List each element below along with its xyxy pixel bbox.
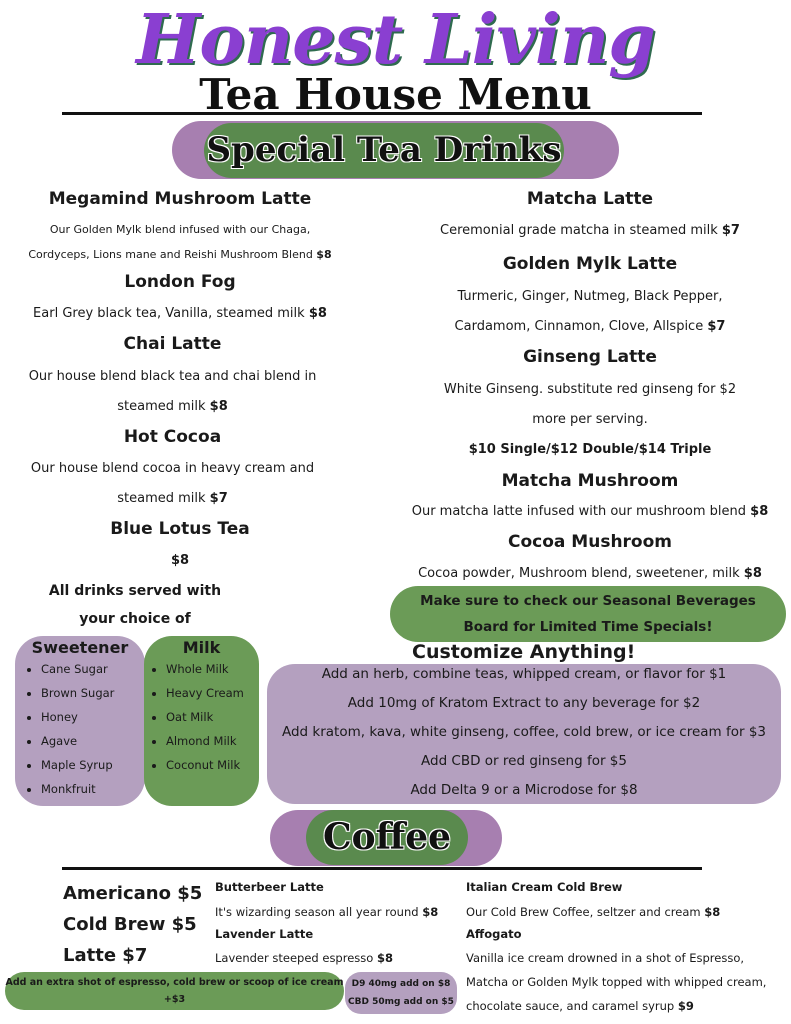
extra-shot-box	[5, 972, 344, 1010]
drink-name: London Fog	[124, 272, 236, 292]
special-section-title: Special Tea Drinks	[204, 123, 564, 178]
coffee-rule	[62, 867, 702, 870]
drink-name: Golden Mylk Latte	[502, 254, 678, 274]
drink-name: Blue Lotus Tea	[110, 519, 250, 539]
drink-desc: Our Golden Mylk blend infused with our Chaga,	[49, 223, 311, 236]
drink-desc: Cardamom, Cinnamon, Clove, Allspice $7	[454, 319, 726, 334]
list-item: • Coconut Milk	[166, 753, 259, 777]
list-item: • Oat Milk	[166, 705, 259, 729]
drink-desc: more per serving.	[532, 412, 648, 427]
extra-shot-price: +$3	[163, 994, 186, 1005]
coffee-item: Americano $5	[63, 883, 203, 904]
seasonal-note-box	[390, 586, 786, 642]
drink-price: $8	[170, 553, 190, 568]
drink-desc: Earl Grey black tea, Vanilla, steamed milk $8	[33, 306, 327, 321]
list-item: • Honey	[41, 705, 145, 729]
coffee-item-desc: Matcha or Golden Mylk topped with whipped cream,	[466, 975, 767, 989]
drink-desc: Our matcha latte infused with our mushroom blend $8	[411, 504, 769, 519]
drink-name: Matcha Mushroom	[501, 471, 679, 491]
customize-title: Customize Anything!	[412, 641, 636, 663]
drink-name: Chai Latte	[123, 334, 222, 354]
addon-line: CBD 50mg add on $5	[348, 997, 454, 1007]
served-with-note: All drinks served with your choice of	[48, 583, 222, 627]
drink-name: Megamind Mushroom Latte	[48, 189, 312, 209]
drink-desc: Cordyceps, Lions mane and Reishi Mushroom Blend $8	[28, 248, 332, 261]
milk-title: Milk	[182, 638, 221, 657]
customize-option: Add Delta 9 or a Microdose for $8	[410, 782, 638, 798]
coffee-item-name: Lavender Latte	[215, 927, 314, 941]
seasonal-note-line: Make sure to check our Seasonal Beverages	[420, 593, 756, 609]
coffee-item: Latte $7	[63, 945, 148, 966]
coffee-item-desc: chocolate sauce, and caramel syrup $9	[466, 999, 694, 1013]
menu-title: Tea House Menu	[199, 70, 592, 119]
drink-name: Matcha Latte	[526, 189, 654, 209]
drink-name: Cocoa Mushroom	[508, 532, 672, 552]
brand-logo: Honest Living	[136, 0, 655, 80]
addon-box	[345, 972, 457, 1014]
drink-name: Ginseng Latte	[523, 347, 657, 367]
drink-desc: steamed milk $8	[117, 399, 228, 414]
list-item: • Cane Sugar	[41, 657, 145, 681]
list-item: • Almond Milk	[166, 729, 259, 753]
list-item: • Agave	[41, 729, 145, 753]
list-item: • Maple Syrup	[41, 753, 145, 777]
drink-name: Hot Cocoa	[123, 427, 222, 447]
coffee-item-desc: Lavender steeped espresso $8	[215, 951, 393, 965]
coffee-section-title: Coffee	[306, 810, 468, 865]
milk-list	[144, 657, 259, 777]
customize-option: Add CBD or red ginseng for $5	[421, 753, 627, 769]
list-item: • Brown Sugar	[41, 681, 145, 705]
seasonal-note-line: Board for Limited Time Specials!	[463, 619, 713, 635]
list-item: • Monkfruit	[41, 777, 145, 801]
coffee-item-name: Butterbeer Latte	[215, 880, 324, 894]
drink-desc: Ceremonial grade matcha in steamed milk $7	[440, 223, 740, 238]
list-item: • Whole Milk	[166, 657, 259, 681]
addon-line: D9 40mg add on $8	[351, 979, 451, 989]
coffee-item-name: Affogato	[466, 927, 522, 941]
drink-desc: Our house blend black tea and chai blend in	[28, 369, 317, 384]
drink-desc: steamed milk $7	[117, 491, 228, 506]
milk-box	[144, 636, 259, 806]
drink-price: $10 Single/$12 Double/$14 Triple	[468, 442, 712, 457]
coffee-item-desc: Our Cold Brew Coffee, seltzer and cream $8	[466, 905, 721, 919]
sweetener-title: Sweetener	[31, 638, 129, 657]
customize-option: Add 10mg of Kratom Extract to any beverage for $2	[347, 695, 701, 711]
coffee-item: Cold Brew $5	[63, 914, 197, 935]
coffee-item-name: Italian Cream Cold Brew	[466, 880, 623, 894]
customize-option: Add kratom, kava, white ginseng, coffee, cold brew, or ice cream for $3	[281, 724, 767, 740]
drink-desc: Cocoa powder, Mushroom blend, sweetener, milk $8	[418, 566, 762, 581]
extra-shot-line: Add an extra shot of espresso, cold brew or scoop of ice cream	[5, 977, 344, 988]
coffee-item-desc: It's wizarding season all year round $8	[215, 905, 439, 919]
sweetener-box	[15, 636, 145, 806]
coffee-item-desc: Vanilla ice cream drowned in a shot of Espresso,	[466, 951, 745, 965]
drink-desc: Our house blend cocoa in heavy cream and	[30, 461, 315, 476]
drink-desc: White Ginseng. substitute red ginseng for $2	[443, 382, 737, 397]
sweetener-list	[15, 657, 145, 801]
customize-option: Add an herb, combine teas, whipped cream, or flavor for $1	[321, 666, 727, 682]
list-item: • Heavy Cream	[166, 681, 259, 705]
drink-desc: Turmeric, Ginger, Nutmeg, Black Pepper,	[457, 289, 723, 304]
